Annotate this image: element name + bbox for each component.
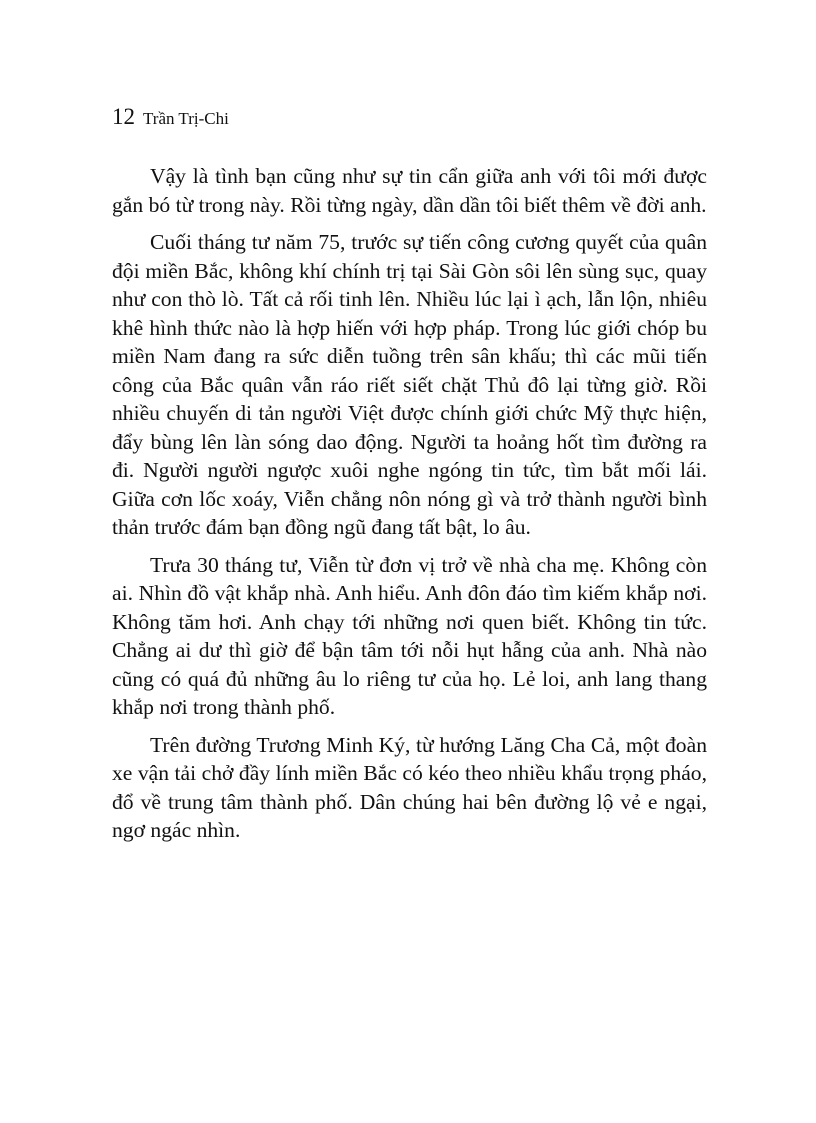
paragraph: Vậy là tình bạn cũng như sự tin cẩn giữa anh với tôi mới được gắn bó từ trong này. Rồi từng ngày, dần dần tôi biết thêm về đời anh. [112,164,707,217]
paragraph: Trưa 30 tháng tư, Viễn từ đơn vị trở về nhà cha mẹ. Không còn ai. Nhìn đồ vật khắp nhà. Anh hiểu. Anh đôn đáo tìm kiếm khắp nơi. Không tăm hơi. Anh chạy tới những nơi quen biết. Không tin tức. Chẳng ai dư thì giờ để bận tâm tới nỗi hụt hẫng của anh. Nhà nào cũng có quá đủ những âu lo riêng tư của họ. Lẻ loi, anh lang thang khắp nơi trong thành phố. [112,552,707,719]
page-header [112,104,229,134]
running-title: Trần Trị-Chi [143,109,229,128]
page-number: 12 [112,104,135,129]
paragraph: Cuối tháng tư năm 75, trước sự tiến công cương quyết của quân đội miền Bắc, không khí chính trị tại Sài Gòn sôi lên sùng sục, quay như con thò lò. Tất cả rối tinh lên. Nhiều lúc lại ì ạch, lẫn lộn, nhiêu khê hình thức nào là hợp hiến với hợp pháp. Trong lúc giới chóp bu miền Nam đang ra sức diễn tuồng trên sân khấu; thì các mũi tiến công của Bắc quân vẫn ráo riết siết chặt Thủ đô lại từng giờ. Rồi nhiều chuyến di tản người Việt được chính giới chức Mỹ thực hiện, đẩy bùng lên làn sóng dao động. Người ta hoảng hốt tìm đường ra đi. Người người ngược xuôi nghe ngóng tin tức, tìm bắt mối lái. Giữa cơn lốc xoáy, Viễn chẳng nôn nóng gì và trở thành người bình thản trước đám bạn đồng ngũ đang tất bật, lo âu. [112,230,707,539]
body-text [112,162,707,854]
paragraph: Trên đường Trương Minh Ký, từ hướng Lăng Cha Cả, một đoàn xe vận tải chở đầy lính miền Bắc có kéo theo nhiều khẩu trọng pháo, đổ về trung tâm thành phố. Dân chúng hai bên đường lộ vẻ e ngại, ngơ ngác nhìn. [112,732,707,842]
